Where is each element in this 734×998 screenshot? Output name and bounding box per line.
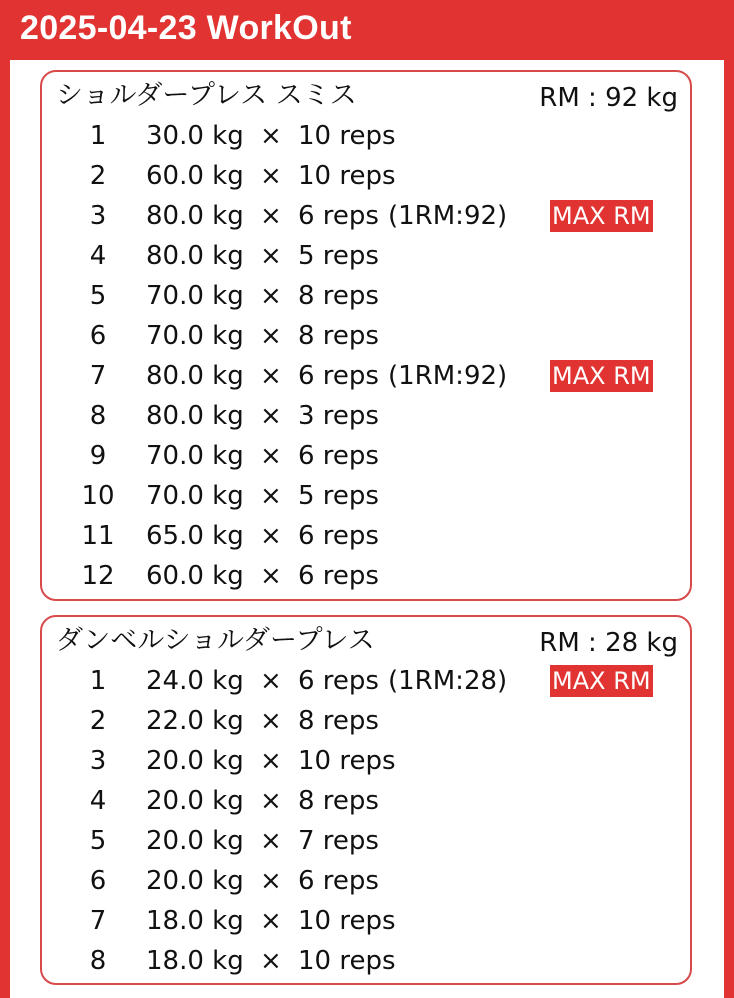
times-sign: ×: [260, 361, 282, 391]
set-row[interactable]: [42, 701, 690, 741]
set-reps: 10 reps: [298, 161, 396, 191]
set-number: 11: [81, 521, 115, 551]
set-weight: 60.0 kg: [146, 561, 244, 591]
times-sign: ×: [260, 666, 282, 696]
set-row[interactable]: [42, 156, 690, 196]
set-weight: 70.0 kg: [146, 281, 244, 311]
set-weight: 18.0 kg: [146, 946, 244, 976]
set-list: [42, 661, 690, 981]
set-reps: 8 reps: [298, 706, 379, 736]
set-row[interactable]: [42, 861, 690, 901]
set-reps: 6 reps: [298, 866, 379, 896]
set-row[interactable]: [42, 196, 690, 236]
set-reps: 6 reps: [298, 361, 379, 391]
set-number: 4: [89, 786, 107, 816]
set-number: 1: [89, 121, 107, 151]
set-row[interactable]: [42, 781, 690, 821]
set-reps: 6 reps: [298, 201, 379, 231]
set-reps: 8 reps: [298, 321, 379, 351]
set-number: 10: [81, 481, 115, 511]
set-row[interactable]: [42, 116, 690, 156]
times-sign: ×: [260, 121, 282, 151]
exercise-card[interactable]: [40, 70, 692, 601]
exercise-rm: RM : 92 kg: [539, 83, 678, 113]
set-row[interactable]: [42, 396, 690, 436]
set-row[interactable]: [42, 276, 690, 316]
set-number: 6: [89, 866, 107, 896]
set-number: 2: [89, 161, 107, 191]
set-number: 5: [89, 281, 107, 311]
times-sign: ×: [260, 706, 282, 736]
times-sign: ×: [260, 866, 282, 896]
set-reps: 10 reps: [298, 906, 396, 936]
set-weight: 80.0 kg: [146, 361, 244, 391]
times-sign: ×: [260, 561, 282, 591]
times-sign: ×: [260, 241, 282, 271]
set-reps: 10 reps: [298, 946, 396, 976]
set-reps: 6 reps: [298, 521, 379, 551]
set-reps: 6 reps: [298, 441, 379, 471]
set-weight: 60.0 kg: [146, 161, 244, 191]
max-rm-badge: MAX RM: [552, 202, 651, 230]
set-number: 5: [89, 826, 107, 856]
set-number: 7: [89, 906, 107, 936]
times-sign: ×: [260, 946, 282, 976]
exercise-rm: RM : 28 kg: [539, 628, 678, 658]
set-row[interactable]: [42, 556, 690, 596]
estimated-1rm: (1RM:92): [388, 361, 508, 391]
set-weight: 70.0 kg: [146, 321, 244, 351]
set-reps: 3 reps: [298, 401, 379, 431]
set-weight: 20.0 kg: [146, 786, 244, 816]
set-row[interactable]: [42, 356, 690, 396]
set-reps: 5 reps: [298, 241, 379, 271]
times-sign: ×: [260, 906, 282, 936]
max-rm-badge: MAX RM: [552, 362, 651, 390]
set-reps: 10 reps: [298, 121, 396, 151]
set-number: 3: [89, 746, 107, 776]
set-row[interactable]: [42, 436, 690, 476]
set-weight: 80.0 kg: [146, 201, 244, 231]
set-row[interactable]: [42, 941, 690, 981]
set-number: 9: [89, 441, 107, 471]
times-sign: ×: [260, 281, 282, 311]
set-row[interactable]: [42, 661, 690, 701]
times-sign: ×: [260, 401, 282, 431]
page-title: 2025-04-23 WorkOut: [20, 9, 352, 47]
set-weight: 24.0 kg: [146, 666, 244, 696]
times-sign: ×: [260, 441, 282, 471]
estimated-1rm: (1RM:28): [388, 666, 508, 696]
set-row[interactable]: [42, 316, 690, 356]
set-weight: 80.0 kg: [146, 241, 244, 271]
set-weight: 22.0 kg: [146, 706, 244, 736]
exercise-name: ダンベルショルダープレス: [56, 625, 375, 656]
set-reps: 5 reps: [298, 481, 379, 511]
set-reps: 10 reps: [298, 746, 396, 776]
set-number: 3: [89, 201, 107, 231]
max-rm-badge: MAX RM: [552, 667, 651, 695]
times-sign: ×: [260, 521, 282, 551]
workout-panel[interactable]: [10, 60, 724, 998]
set-reps: 8 reps: [298, 786, 379, 816]
set-weight: 65.0 kg: [146, 521, 244, 551]
set-weight: 80.0 kg: [146, 401, 244, 431]
times-sign: ×: [260, 321, 282, 351]
set-row[interactable]: [42, 901, 690, 941]
set-number: 2: [89, 706, 107, 736]
times-sign: ×: [260, 201, 282, 231]
set-number: 8: [89, 401, 107, 431]
set-row[interactable]: [42, 741, 690, 781]
set-reps: 6 reps: [298, 666, 379, 696]
times-sign: ×: [260, 786, 282, 816]
set-number: 12: [81, 561, 115, 591]
set-reps: 8 reps: [298, 281, 379, 311]
estimated-1rm: (1RM:92): [388, 201, 508, 231]
set-number: 4: [89, 241, 107, 271]
set-row[interactable]: [42, 476, 690, 516]
times-sign: ×: [260, 746, 282, 776]
set-weight: 20.0 kg: [146, 866, 244, 896]
set-number: 8: [89, 946, 107, 976]
set-weight: 70.0 kg: [146, 441, 244, 471]
set-weight: 20.0 kg: [146, 746, 244, 776]
set-number: 6: [89, 321, 107, 351]
exercise-name: ショルダープレス スミス: [56, 80, 357, 111]
set-row[interactable]: [42, 821, 690, 861]
set-row[interactable]: [42, 236, 690, 276]
exercise-card[interactable]: [40, 615, 692, 985]
set-row[interactable]: [42, 516, 690, 556]
times-sign: ×: [260, 481, 282, 511]
header-bar: [0, 0, 734, 60]
times-sign: ×: [260, 826, 282, 856]
set-weight: 20.0 kg: [146, 826, 244, 856]
times-sign: ×: [260, 161, 282, 191]
set-number: 1: [89, 666, 107, 696]
set-reps: 6 reps: [298, 561, 379, 591]
set-number: 7: [89, 361, 107, 391]
set-weight: 30.0 kg: [146, 121, 244, 151]
set-weight: 18.0 kg: [146, 906, 244, 936]
set-list: [42, 116, 690, 596]
set-weight: 70.0 kg: [146, 481, 244, 511]
set-reps: 7 reps: [298, 826, 379, 856]
